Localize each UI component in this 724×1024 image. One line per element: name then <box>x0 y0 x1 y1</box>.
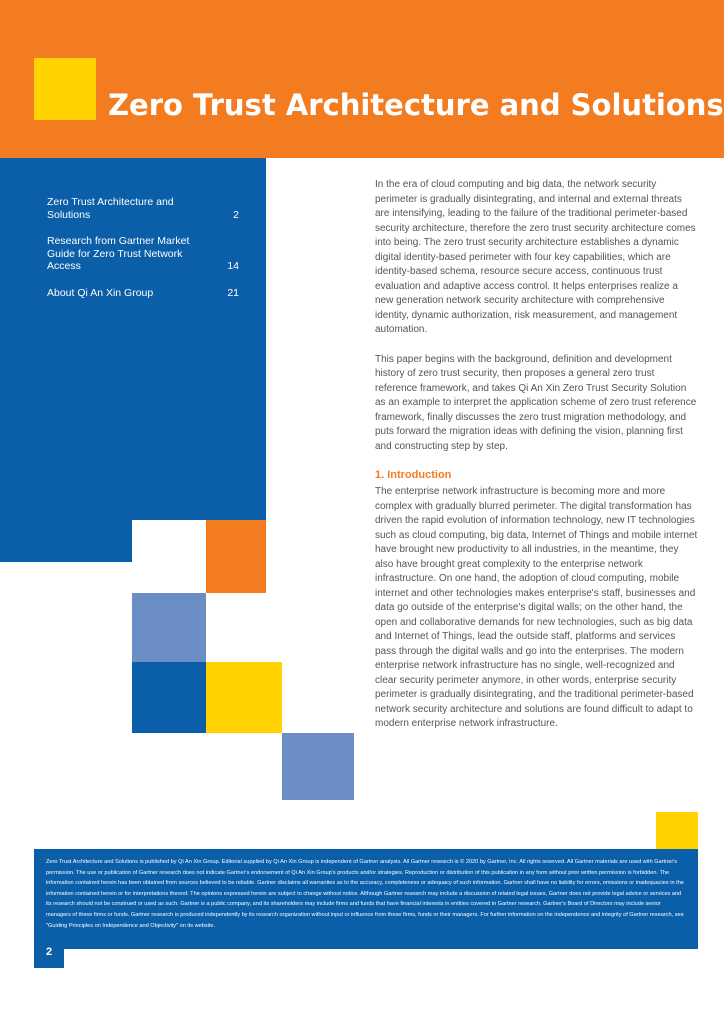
decorative-square-orange <box>206 520 266 593</box>
decorative-square-yellow <box>206 662 282 733</box>
page-number: 2 <box>34 936 64 968</box>
decorative-square-yellow <box>656 812 698 849</box>
main-body-text <box>375 178 699 747</box>
toc-entry-gartner-research[interactable] <box>47 235 239 273</box>
decorative-square-blue <box>132 662 206 733</box>
intro-paragraph: In the era of cloud computing and big data, the network security perimeter is gradually disintegrating, and internal and external threats are intensifying, leading to the failure of the traditional perimeter-based security architecture, therefore the zero trust security architecture comes into being. The zero trust security architecture establishes a dynamic digital identity-based perimeter with four key capabilities, which are identity-based schema, resource secure access, continuous trust evaluation and adaptive access control. It helps enterprises realize a new generation network security architecture with comprehensive identity, dynamic authorization, risk measurement, and management automation. <box>375 179 696 335</box>
introduction-paragraph: The enterprise network infrastructure is becoming more and more complex with gradually blurred perimeter. The digital transformation has driven the rapid evolution of information technology, new IT technologies such as cloud computing, big data, Internet of Things and mobile internet have brought new productivity to all industries, in the meantime, they also have brought great complexity to the enterprise network infrastructure. On one hand, the adoption of cloud computing, mobile internet and other technologies makes enterprise's staff, businesses and data go outside of the enterprise's digital walls; on the other hand, the open and collaborative demands for new technologies, such as big data and Internet of Things, lead the outside staff, platforms and services pass through the digital walls and go into the enterprises. The modern enterprise network infrastructure has no single, well-recognized and clear security perimeter anymore, in other words, enterprise security perimeter is gradually disintegrating, and the traditional perimeter-based network security architecture and solutions are found difficult to adapt to modern enterprise network infrastructure. <box>375 486 698 729</box>
toc-entry-title: Research from Gartner Market Guide for Zero Trust Network Access <box>47 235 190 272</box>
overview-paragraph: This paper begins with the background, definition and development history of zero trust security, then proposes a general zero trust reference framework, and takes Qi An Xin Zero Trust Security Solution as an example to interpret the application scheme of zero trust reference framework, finally discusses the zero trust migration methodology, and puts forward the migration ideas with defining the vision, planning first and constructing step by step. <box>375 353 697 452</box>
decorative-square-light-blue <box>132 593 206 662</box>
table-of-contents <box>47 196 239 313</box>
toc-entry-title: Zero Trust Architecture and Solutions <box>47 196 174 221</box>
section-heading-introduction: 1. Introduction <box>375 469 452 481</box>
decorative-square-blue <box>0 520 132 562</box>
header-band <box>0 0 724 158</box>
toc-entry-page: 2 <box>233 208 239 221</box>
header-accent-square <box>34 58 96 120</box>
toc-entry-page: 21 <box>227 286 239 299</box>
toc-entry-about[interactable] <box>47 287 239 300</box>
toc-entry-title: About Qi An Xin Group <box>47 286 154 299</box>
toc-entry-zero-trust[interactable] <box>47 196 239 221</box>
page-title: Zero Trust Architecture and Solutions <box>108 88 724 122</box>
decorative-square-light-blue <box>282 733 354 800</box>
legal-disclaimer: Zero Trust Architecture and Solutions is published by Qi An Xin Group. Editorial supplied by Qi An Xin Group is independent of Gartner analysis. All Gartner research is © 2020 by Gartner, Inc. All rights reserved. All Gartner materials are used with Gartner's permission. The use or publication of Gartner research does not indicate Gartner's endorsement of Qi An Xin Group's products and/or strategies. Reproduction or distribution of this publication in any form without prior written permission is forbidden. The information contained herein has been obtained from sources believed to be reliable. Gartner disclaims all warranties as to the accuracy, completeness or adequacy of such information. Gartner shall have no liability for errors, omissions or inadequacies in the information contained herein or for interpretations thereof. The opinions expressed herein are subject to change without notice. Although Gartner research may include a discussion of related legal issues, Gartner does not provide legal advice or services and its research should not be construed or used as such. Gartner is a public company, and its shareholders may include firms and funds that have financial interests in entities covered in Gartner research. Gartner's Board of Directors may include senior managers of these firms or funds. Gartner research is produced independently by its research organization without input or influence from these firms, funds or their managers. For further information on the independence and integrity of Gartner research, see "Guiding Principles on Independence and Objectivity" on its website. <box>34 849 698 949</box>
toc-entry-page: 14 <box>227 260 239 272</box>
